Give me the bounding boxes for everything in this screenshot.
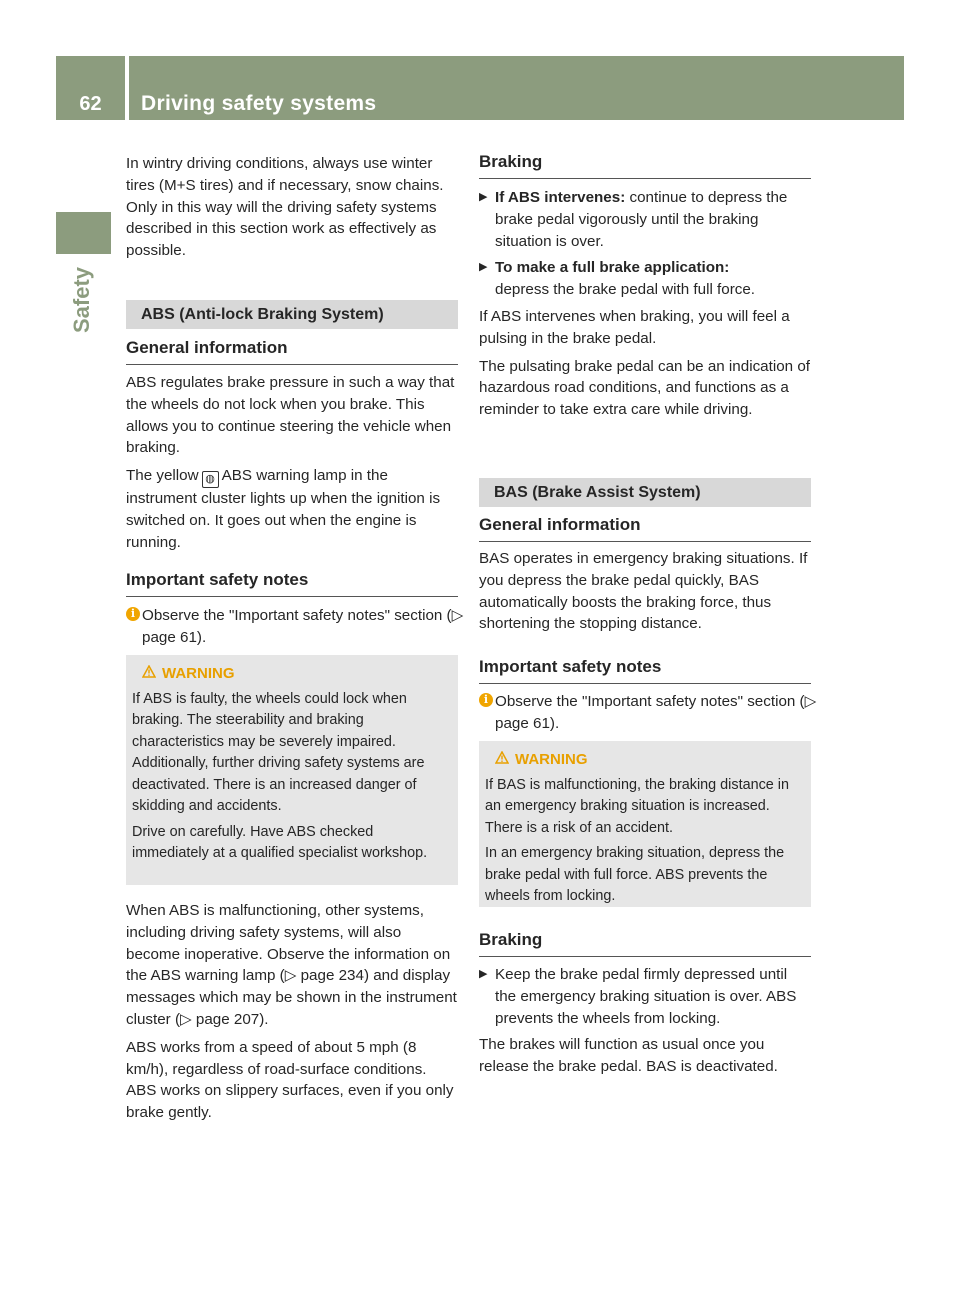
abs-general-p1: ABS regulates brake pressure in such a way that the wheels do not lock when you brake. This allows you to continue steering the vehicle when braking.	[126, 374, 455, 457]
abs-heading: ABS (Anti-lock Braking System)	[126, 300, 458, 329]
step-item: ▶ To make a full brake application: depress the brake pedal with full force.	[479, 259, 756, 299]
braking2-heading: Braking	[479, 929, 811, 957]
bas-general-text: BAS operates in emergency braking situations. If you depress the brake pedal quickly, BAS automatically boosts the braking force, thus shortening the stopping distance.	[479, 550, 808, 633]
step-arrow-icon: ▶	[479, 191, 488, 203]
abs-general-heading: General information	[126, 337, 458, 365]
header-bar	[129, 56, 904, 120]
abs-warning-p1: If ABS is faulty, the wheels could lock when braking. The steerability and braking characteristics may be severely impaired. Additionally, further driving safety systems are deactivated. There is an increased danger of skidding and accidents.	[132, 690, 425, 814]
bas-safety-heading: Important safety notes	[479, 656, 811, 684]
bas-final-text: The brakes will function as usual once you release the brake pedal. BAS is deactivated.	[479, 1036, 778, 1076]
warning-triangle-icon	[142, 663, 156, 685]
abs-warning-box	[126, 655, 458, 885]
abs-general-p2: The yellow ◍ ABS warning lamp in the instrument cluster lights up when the ignition is switched on. It goes out when the engine is running.	[126, 467, 441, 551]
warning-triangle-icon	[495, 749, 509, 771]
abs-note-text: Observe the "Important safety notes" section (▷ page 61).	[142, 607, 464, 646]
section-tab	[56, 212, 111, 254]
pulsing-text-2: The pulsating brake pedal can be an indication of hazardous road conditions, and functions as a reminder to take extra care while driving.	[479, 357, 810, 419]
abs-warning-lamp-icon: ◍	[202, 471, 219, 488]
bas-note-text: Observe the "Important safety notes" section (▷ page 61).	[495, 693, 817, 732]
pulsing-text-1: If ABS intervenes when braking, you will feel a pulsing in the brake pedal.	[479, 307, 790, 347]
step-item: ▶ Keep the brake pedal firmly depressed until the emergency braking situation is over. ABS prevents the wheels from locking.	[479, 966, 797, 1027]
step-item: ▶ If ABS intervenes: continue to depress the brake pedal vigorously until the braking situation is over.	[479, 189, 788, 250]
step-arrow-icon: ▶	[479, 968, 488, 980]
intro-text: In wintry driving conditions, always use winter tires (M+S tires) and if necessary, snow chains. Only in this way will the driving safety systems described in this section work as effectively as possible.	[126, 155, 444, 260]
bas-heading: BAS (Brake Assist System)	[479, 478, 811, 507]
page-number: 62	[79, 93, 102, 115]
braking-steps	[479, 187, 811, 427]
page-number-box	[56, 56, 125, 120]
page-title: Driving safety systems	[141, 92, 377, 115]
abs-speed-text: ABS works from a speed of about 5 mph (8 km/h), regardless of road-surface conditions. ABS works on slippery surfaces, even if you only brake gently.	[126, 1038, 454, 1122]
abs-warning-p2: Drive on carefully. Have ABS checked immediately at a qualified specialist workshop.	[132, 823, 428, 861]
right-column	[479, 0, 817, 1076]
info-icon: i	[479, 693, 493, 707]
bas-warning-p1: If BAS is malfunctioning, the braking distance in an emergency braking situation is increased. There is a risk of an accident.	[485, 776, 789, 836]
bas-info-note	[479, 691, 827, 735]
abs-general-section	[126, 372, 458, 560]
abs-info-note	[126, 605, 474, 649]
left-column	[126, 0, 464, 1122]
step-arrow-icon: ▶	[479, 261, 488, 274]
bas-warning-label: WARNING	[485, 749, 803, 771]
bas-general-heading: General information	[479, 514, 811, 542]
bas-warning-box	[479, 741, 811, 907]
braking-heading: Braking	[479, 151, 811, 179]
abs-malfunction-text: When ABS is malfunctioning, other systems, including driving safety systems, will also become inoperative. Observe the information on the ABS warning lamp (▷ page 234) and display messages which may be shown in the instrument cluster (▷ page 207).	[126, 902, 457, 1028]
section-label: Safety	[69, 266, 94, 334]
abs-safety-heading: Important safety notes	[126, 569, 458, 597]
bas-warning-p2: In an emergency braking situation, depress the brake pedal with full force. ABS prevents the wheels from locking.	[485, 845, 785, 904]
braking2-section	[479, 964, 811, 1084]
abs-warning-label: WARNING	[132, 663, 450, 685]
abs-details-section	[126, 900, 458, 1130]
info-icon: i	[126, 607, 140, 621]
